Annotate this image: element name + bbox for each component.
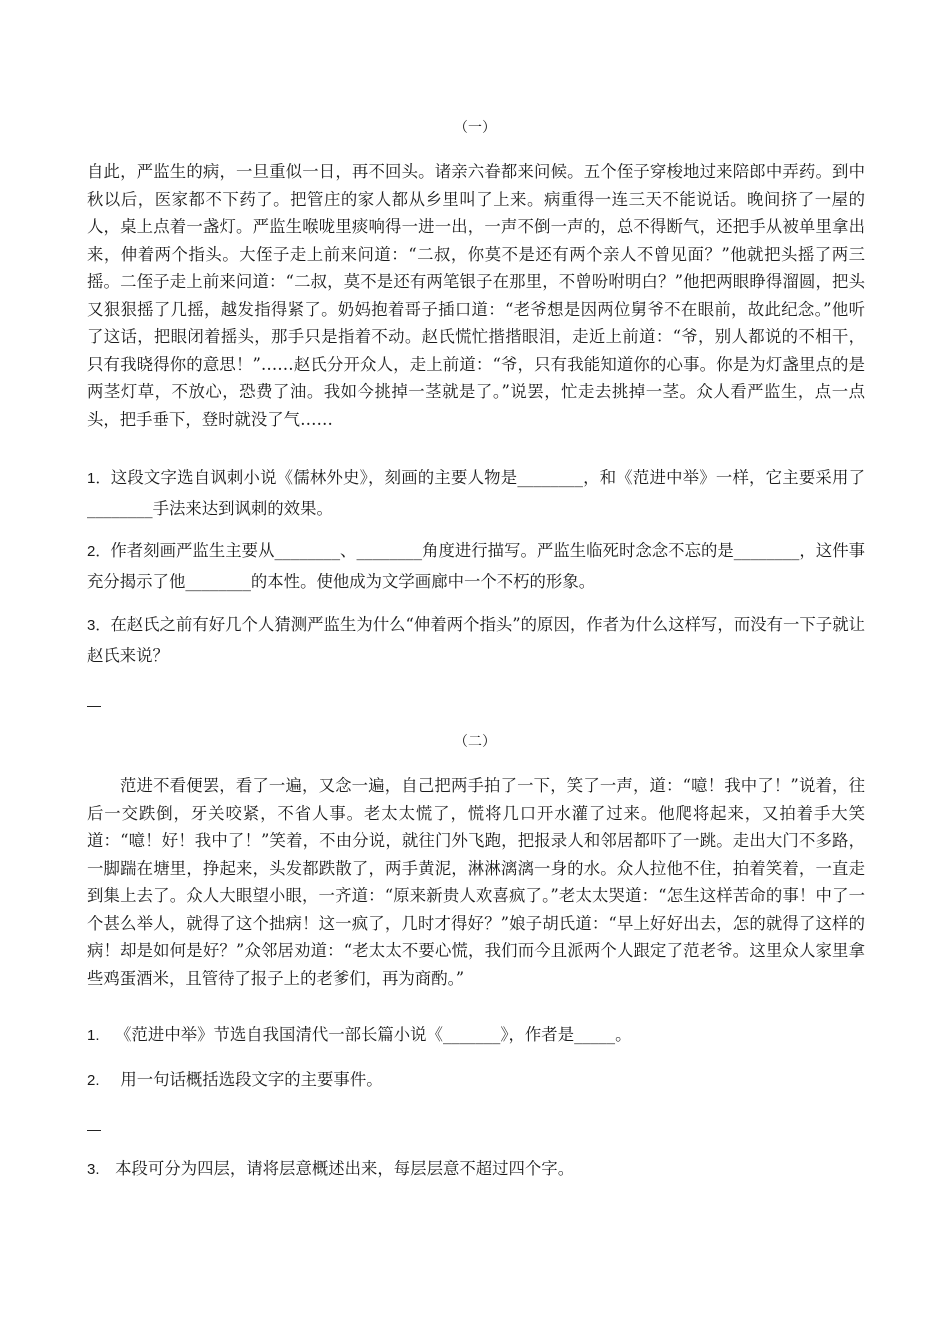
question-number: 1． [87,470,111,487]
section-2-question-1 [87,1020,865,1051]
question-text: 作者刻画严监生主要从________、________角度进行描写。严监生临死时念念不忘的是________，这件事充分揭示了他________的本性。使他成为文学画廊中一个不朽的形象。 [87,541,866,591]
section-2-heading: （二） [454,734,496,750]
question-text: 这段文字选自讽刺小说《儒林外史》，刻画的主要人物是________，和《范进中举》一样，它主要采用了________手法来达到讽刺的效果。 [87,468,865,518]
question-number: 3． [87,617,111,634]
section-1-question-3 [87,610,865,671]
section-1-passage: 自此，严监生的病，一旦重似一日，再不回头。诸亲六眷都来问候。五个侄子穿梭地过来陪郎中弄药。到中秋以后，医家都不下药了。把管庄的家人都从乡里叫了上来。病重得一连三天不能说话。晚间挤了一屋的人，桌上点着一盏灯。严监生喉咙里痰响得一进一出，一声不倒一声的，总不得断气，还把手从被单里拿出来，伸着两个指头。大侄子走上前来问道：“二叔，你莫不是还有两个亲人不曾见面？”他就把头摇了两三摇。二侄子走上前来问道：“二叔，莫不是还有两笔银子在那里，不曾吩咐明白？”他把两眼睁得溜圆，把头又狠狠摇了几摇，越发指得紧了。奶妈抱着哥子插口道：“老爷想是因两位舅爷不在眼前，故此纪念。”他听了这话，把眼闭着摇头，那手只是指着不动。赵氏慌忙揩揩眼泪，走近上前道：“爷，别人都说的不相干，只有我晓得你的意思！”……赵氏分开众人，走上前道：“爷，只有我能知道你的心事。你是为灯盏里点的是两茎灯草，不放心，恐费了油。我如今挑掉一茎就是了。”说罢，忙走去挑掉一茎。众人看严监生，点一点头，把手垂下，登时就没了气…… [87,162,865,429]
answer-line [87,1130,101,1131]
question-number: 1. [87,1027,100,1044]
section-2-question-2 [87,1065,865,1096]
question-number: 2． [87,543,111,560]
section-1-question-2 [87,536,865,597]
section-2-question-3 [87,1154,865,1185]
question-number: 2. [87,1072,100,1089]
question-number: 3. [87,1161,100,1178]
answer-line [87,706,101,707]
question-text: 用一句话概括选段文字的主要事件。 [120,1070,383,1089]
section-2-passage: 范进不看便罢，看了一遍，又念一遍，自己把两手拍了一下，笑了一声，道：“噫！我中了！”说着，往后一交跌倒，牙关咬紧，不省人事。老太太慌了，慌将几口开水灌了过来。他爬将起来，又拍着手大笑道：“噫！好！我中了！”笑着，不由分说，就往门外飞跑，把报录人和邻居都吓了一跳。走出大门不多路，一脚踹在塘里，挣起来，头发都跌散了，两手黄泥，淋淋漓漓一身的水。众人拉他不住，拍着笑着，一直走到集上去了。众人大眼望小眼，一齐道：“原来新贵人欢喜疯了。”老太太哭道：“怎生这样苦命的事！中了一个甚么举人，就得了这个拙病！这一疯了，几时才得好？”娘子胡氏道：“早上好好出去，怎的就得了这样的病！却是如何是好？”众邻居劝道：“老太太不要心慌，我们而今且派两个人跟定了范老爷。这里众人家里拿些鸡蛋酒米，且管待了报子上的老爹们，再为商酌。” [87,776,865,988]
section-1-heading: （一） [454,120,496,136]
question-text: 本段可分为四层，请将层意概述出来，每层层意不超过四个字。 [115,1159,575,1178]
question-text: 《范进中举》节选自我国清代一部长篇小说《_______》，作者是_____。 [115,1025,632,1044]
section-1-question-1 [87,463,865,524]
question-text: 在赵氏之前有好几个人猜测严监生为什么“伸着两个指头”的原因，作者为什么这样写，而没有一下子就让赵氏来说？ [87,615,865,665]
